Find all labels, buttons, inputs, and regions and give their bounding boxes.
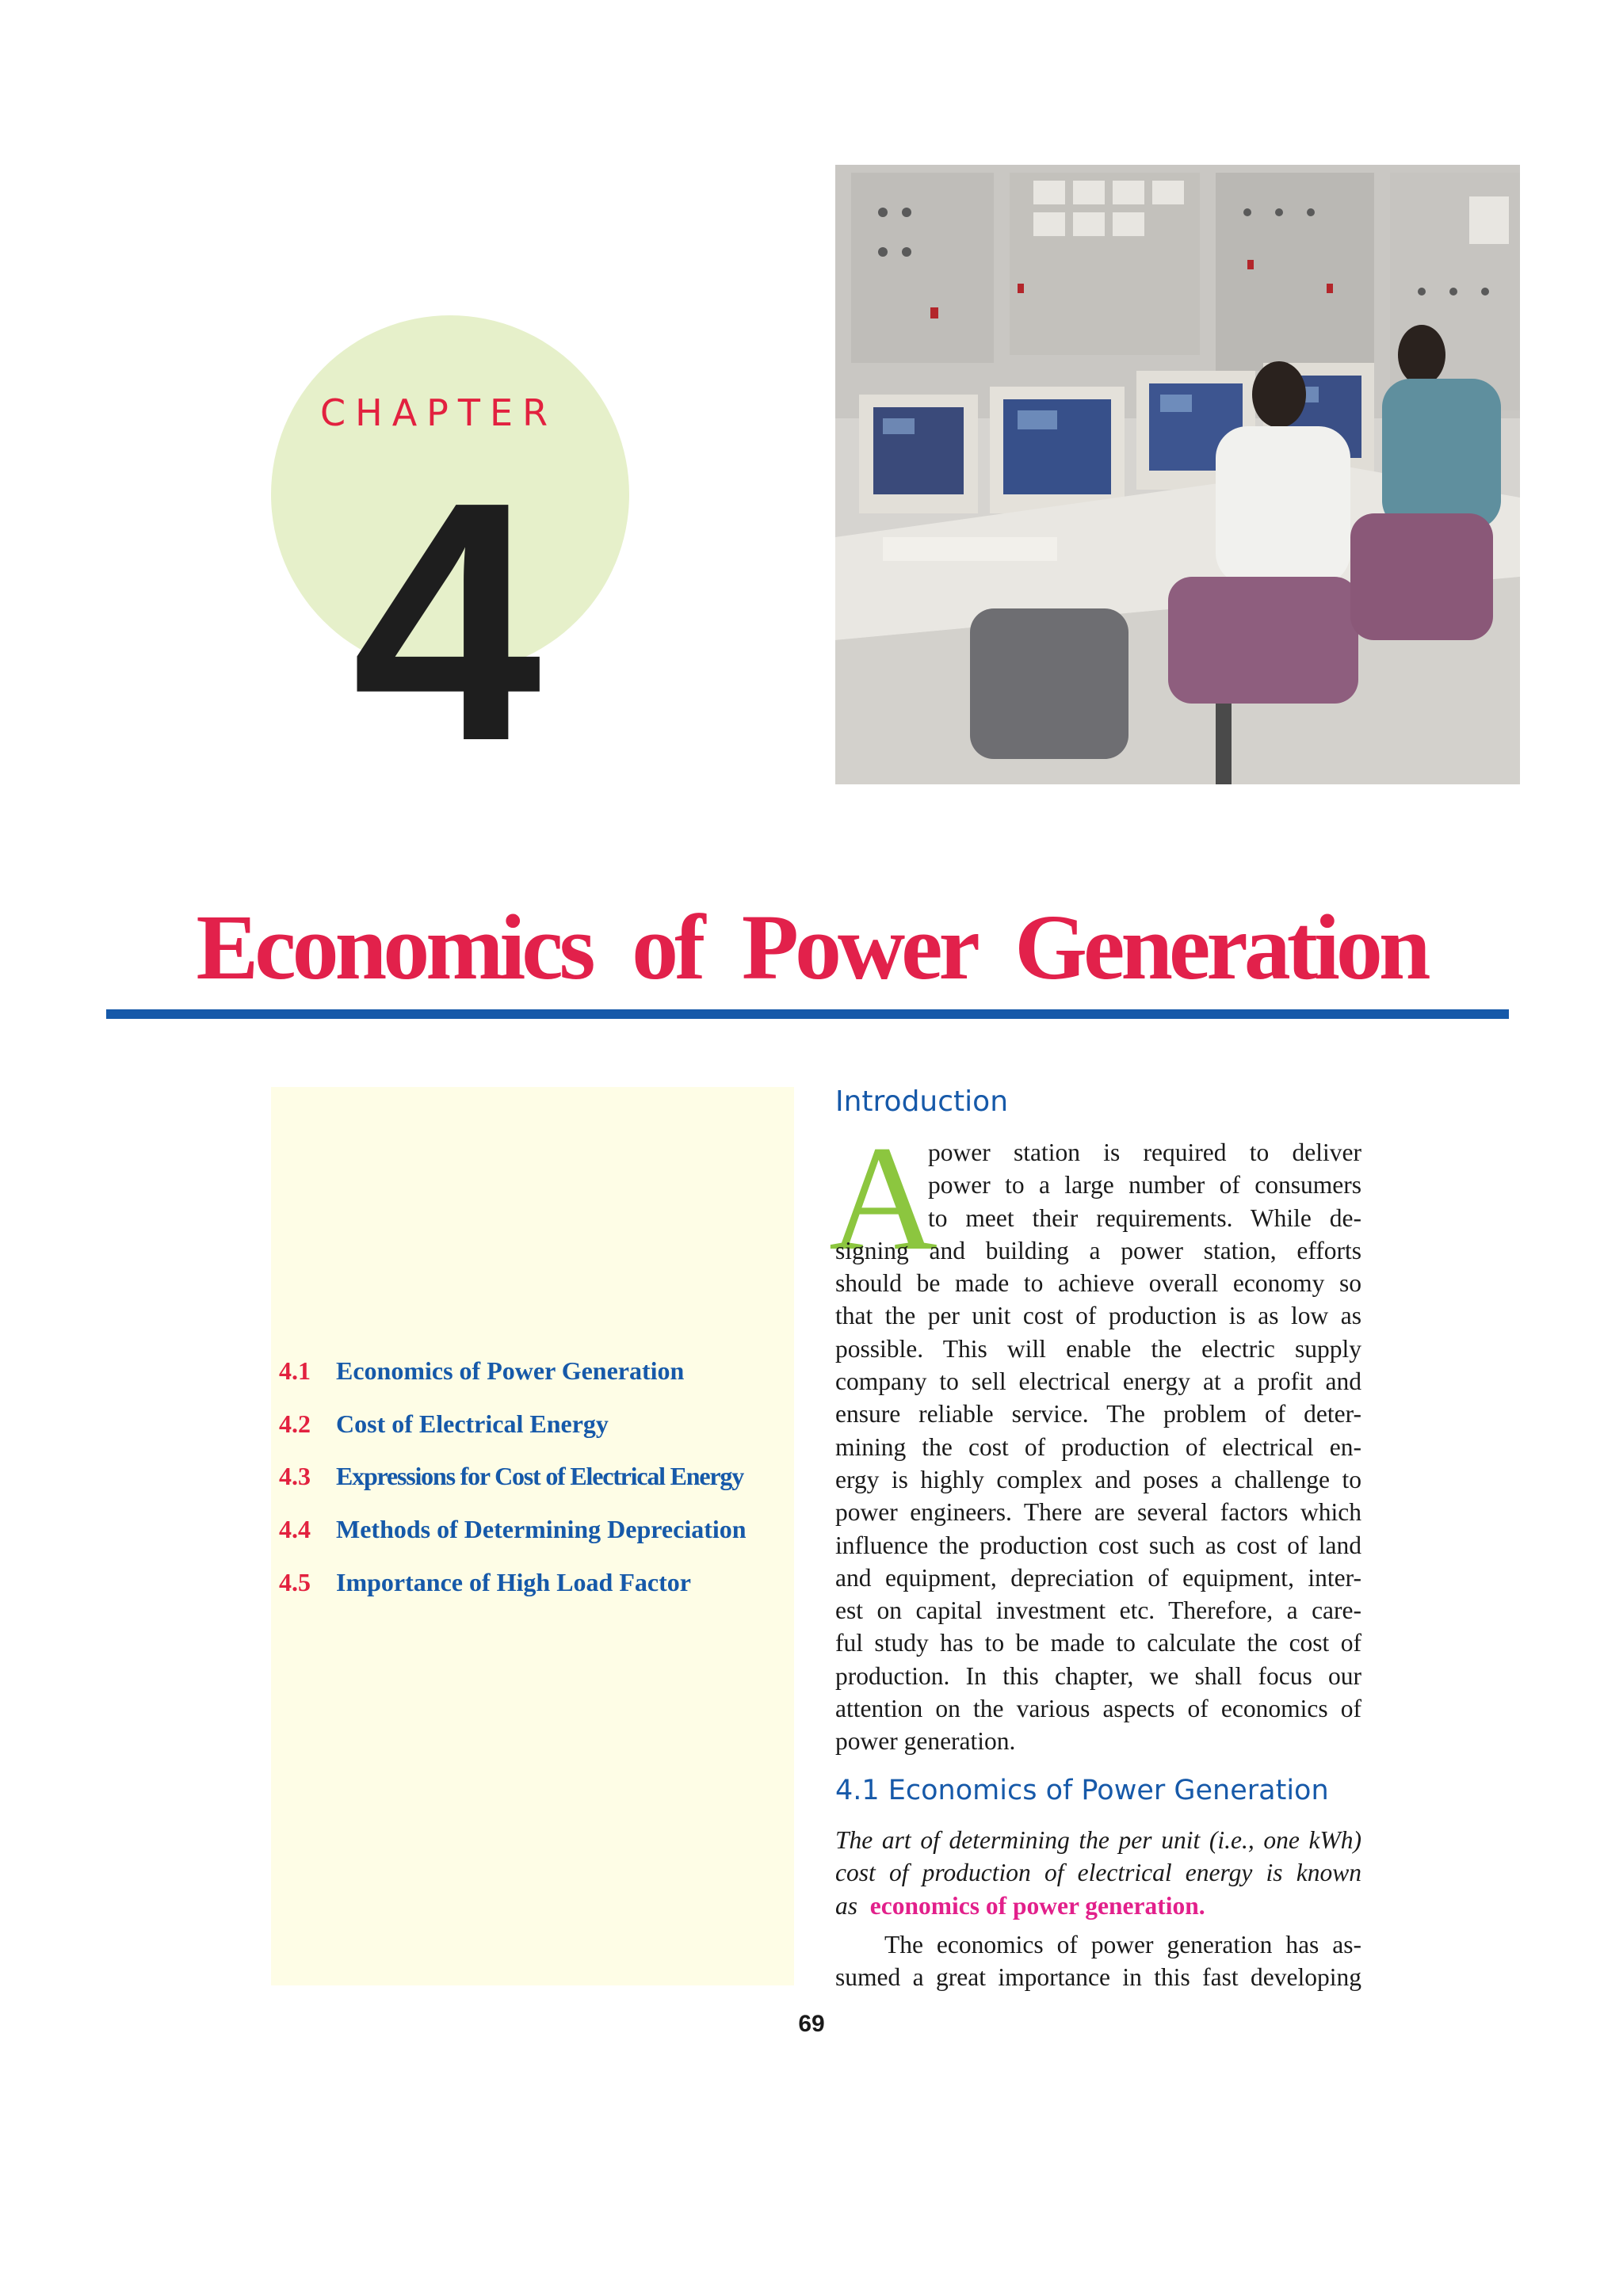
section-paragraph [835,1928,1361,1994]
chapter-label: CHAPTER [320,391,558,434]
text-line: attention on the various aspects of economics of [835,1695,1361,1723]
intro-heading: Introduction [835,1085,1009,1118]
toc-item[interactable]: 4.1 Economics of Power Generation [279,1356,685,1385]
text-line: production. In this chapter, we shall focus our [835,1661,1361,1690]
toc-item[interactable]: 4.2 Cost of Electrical Energy [279,1409,609,1438]
text-line: The art of determining the per unit (i.e., one kWh) [835,1826,1361,1854]
text-line: ergy is highly complex and poses a challenge to [835,1465,1361,1493]
text-line: sumed a great importance in this fast developing [835,1963,1361,1992]
control-room-photo [835,165,1520,784]
toc-item[interactable]: 4.4 Methods of Determining Depreciation [279,1515,747,1543]
text-line [835,1890,1361,1922]
text-line: should be made to achieve overall economy so [835,1269,1361,1298]
definition-paragraph [835,1824,1361,1922]
drop-cap: A [829,1116,938,1282]
intro-paragraph [835,1136,1361,1758]
text-line: cost of production of electrical energy is known [835,1859,1361,1887]
text-line: mining the cost of production of electrical en- [835,1432,1361,1461]
toc-item[interactable]: 4.3 Expressions for Cost of Electrical Energy [279,1462,744,1490]
key-term: economics of power generation. [869,1891,1205,1920]
text-line: power generation. [835,1727,1016,1756]
text-line: ful study has to be made to calculate the cost of [835,1629,1361,1657]
text-line: that the per unit cost of production is as low as [835,1302,1361,1330]
definition-prefix: as [835,1891,858,1920]
text-line: est on capital investment etc. Therefore, a care- [835,1596,1361,1625]
text-line: to meet their requirements. While de- [928,1203,1361,1232]
text-line: power to a large number of consumers [928,1171,1361,1199]
text-line: signing and building a power station, efforts [835,1236,1361,1264]
chapter-number: 4 [352,432,534,812]
page-number: 69 [798,2011,825,2037]
text-line: The economics of power generation has as- [884,1931,1361,1958]
chapter-title: Economics of Power Generation [196,895,1427,999]
title-rule [106,1009,1509,1019]
text-line: power engineers. There are several factors which [835,1498,1361,1527]
text-line: and equipment, depreciation of equipment, inter- [835,1563,1361,1592]
section-heading: 4.1 Economics of Power Generation [835,1775,1329,1806]
text-line: influence the production cost such as cost of land [835,1531,1361,1559]
text-line: company to sell electrical energy at a profit and [835,1367,1361,1396]
text-line: ensure reliable service. The problem of deter- [835,1400,1361,1428]
text-line: power station is required to deliver [928,1138,1361,1166]
text-line: possible. This will enable the electric supply [835,1334,1361,1363]
toc-item[interactable]: 4.5 Importance of High Load Factor [279,1568,691,1596]
